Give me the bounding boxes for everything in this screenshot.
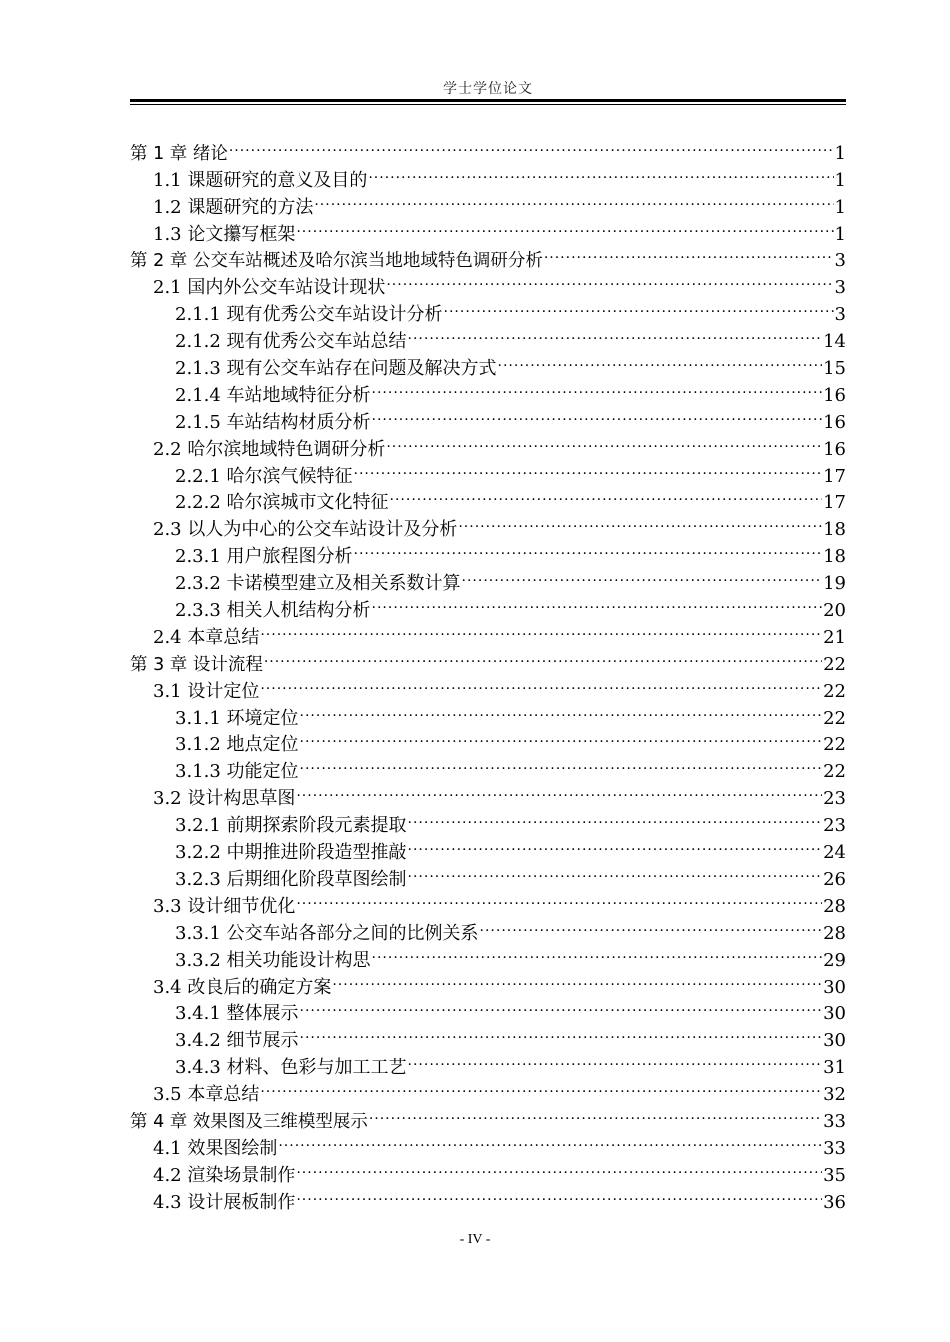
toc-entry-label: 3.4.1 整体展示 [175, 1003, 299, 1025]
toc-entry-page: 30 [823, 1030, 846, 1052]
table-of-contents [130, 132, 846, 1213]
toc-dot-leader [408, 858, 823, 885]
page-number: - IV - [459, 1232, 491, 1247]
toc-entry-page: 33 [823, 1137, 846, 1159]
toc-entry-label: 4.3 设计展板制作 [153, 1191, 296, 1213]
toc-entry-label: 第 2 章 公交车站概述及哈尔滨当地地域特色调研分析 [130, 251, 543, 272]
toc-dot-leader [386, 428, 822, 455]
toc-entry-page: 1 [834, 196, 846, 218]
toc-entry-label: 2.1.5 车站结构材质分析 [175, 411, 371, 433]
toc-entry-label: 2.3.3 相关人机结构分析 [175, 600, 371, 622]
toc-dot-leader [296, 1181, 822, 1208]
toc-entry-label: 2.3.2 卡诺模型建立及相关系数计算 [175, 573, 461, 595]
toc-dot-leader [296, 777, 822, 804]
toc-entry-page: 26 [823, 868, 846, 890]
header-rule-thick [130, 99, 846, 102]
toc-dot-leader [296, 213, 833, 240]
toc-entry-page: 30 [823, 1003, 846, 1025]
toc-entry-page: 15 [823, 358, 846, 380]
toc-dot-leader [462, 562, 823, 589]
toc-dot-leader [408, 1046, 823, 1073]
toc-entry-label: 3.4.2 细节展示 [175, 1030, 299, 1052]
toc-dot-leader [278, 1127, 822, 1154]
toc-entry-page: 3 [834, 277, 846, 299]
toc-entry-label: 2.2 哈尔滨地域特色调研分析 [153, 438, 386, 460]
toc-entry-page: 21 [823, 626, 846, 648]
toc-entry-page: 1 [834, 142, 846, 164]
toc-entry-label: 3.4 改良后的确定方案 [153, 976, 332, 998]
toc-dot-leader [372, 401, 823, 428]
toc-entry[interactable] [130, 132, 846, 164]
toc-entry-label: 第 1 章 绪论 [130, 143, 228, 164]
toc-entry-label: 2.1.3 现有公交车站存在问题及解决方式 [175, 358, 497, 380]
toc-dot-leader [354, 455, 823, 482]
toc-entry-label: 3.4.3 材料、色彩与加工工艺 [175, 1057, 407, 1079]
toc-entry-page: 19 [823, 573, 846, 595]
toc-entry-label: 3.2 设计构思草图 [153, 788, 296, 810]
toc-entry-page: 24 [823, 842, 846, 864]
toc-dot-leader [300, 697, 823, 724]
toc-dot-leader [300, 1019, 823, 1046]
toc-entry-label: 2.2.1 哈尔滨气候特征 [175, 465, 353, 487]
toc-entry-page: 18 [823, 546, 846, 568]
toc-entry-page: 36 [823, 1191, 846, 1213]
toc-dot-leader [260, 616, 822, 643]
header-rule-thin [130, 104, 846, 105]
toc-dot-leader [332, 966, 822, 993]
toc-entry-label: 3.2.3 后期细化阶段草图绘制 [175, 868, 407, 890]
toc-entry-label: 1.1 课题研究的意义及目的 [153, 169, 368, 191]
toc-entry-label: 第 4 章 效果图及三维模型展示 [130, 1111, 368, 1132]
toc-dot-leader [368, 159, 833, 186]
toc-dot-leader [544, 240, 834, 267]
toc-entry-label: 3.3.2 相关功能设计构思 [175, 949, 371, 971]
toc-entry-page: 22 [823, 680, 846, 702]
toc-entry[interactable] [130, 159, 846, 191]
toc-entry-label: 第 3 章 设计流程 [130, 654, 263, 675]
toc-entry-page: 18 [823, 519, 846, 541]
toc-entry-page: 20 [823, 600, 846, 622]
toc-entry-page: 22 [823, 707, 846, 729]
toc-dot-leader [498, 347, 823, 374]
toc-entry-page: 14 [823, 331, 846, 353]
toc-entry-page: 33 [823, 1110, 846, 1132]
toc-entry-page: 22 [823, 734, 846, 756]
toc-entry-page: 28 [823, 922, 846, 944]
toc-dot-leader [372, 939, 823, 966]
toc-entry-label: 3.1 设计定位 [153, 680, 260, 702]
toc-dot-leader [264, 643, 822, 670]
toc-entry-page: 22 [823, 653, 846, 675]
toc-entry-label: 3.5 本章总结 [153, 1084, 260, 1106]
toc-entry-label: 2.1.4 车站地域特征分析 [175, 384, 371, 406]
toc-entry-label: 2.2.2 哈尔滨城市文化特征 [175, 492, 389, 514]
toc-entry-page: 3 [834, 250, 846, 272]
toc-dot-leader [300, 724, 823, 751]
toc-entry-label: 4.2 渲染场景制作 [153, 1164, 296, 1186]
toc-dot-leader [372, 374, 823, 401]
toc-entry-page: 16 [823, 384, 846, 406]
toc-dot-leader [296, 885, 822, 912]
toc-entry-label: 3.2.2 中期推进阶段造型推敲 [175, 842, 407, 864]
toc-entry-page: 17 [823, 492, 846, 514]
toc-entry-page: 1 [834, 169, 846, 191]
toc-entry-page: 17 [823, 465, 846, 487]
toc-dot-leader [386, 266, 833, 293]
toc-dot-leader [354, 535, 823, 562]
toc-entry-page: 35 [823, 1164, 846, 1186]
toc-entry-label: 3.1.2 地点定位 [175, 734, 299, 756]
toc-entry-page: 29 [823, 949, 846, 971]
toc-entry-label: 4.1 效果图绘制 [153, 1137, 278, 1159]
toc-dot-leader [260, 1073, 822, 1100]
toc-dot-leader [390, 482, 823, 509]
toc-dot-leader [408, 804, 823, 831]
toc-entry-page: 16 [823, 438, 846, 460]
toc-dot-leader [408, 831, 823, 858]
toc-dot-leader [314, 186, 833, 213]
toc-dot-leader [458, 508, 822, 535]
toc-entry-page: 23 [823, 815, 846, 837]
toc-entry-label: 2.1 国内外公交车站设计现状 [153, 277, 386, 299]
toc-entry-label: 2.3.1 用户旅程图分析 [175, 546, 353, 568]
toc-dot-leader [300, 993, 823, 1020]
toc-dot-leader [480, 912, 823, 939]
toc-entry-label: 3.3.1 公交车站各部分之间的比例关系 [175, 922, 479, 944]
toc-entry-label: 1.3 论文攥写框架 [153, 223, 296, 245]
toc-entry-page: 31 [823, 1057, 846, 1079]
toc-entry-label: 3.1.3 功能定位 [175, 761, 299, 783]
toc-entry-label: 2.3 以人为中心的公交车站设计及分析 [153, 519, 458, 541]
toc-entry-page: 3 [834, 304, 846, 326]
toc-dot-leader [300, 750, 823, 777]
page-header-title: 学士学位论文 [443, 81, 533, 97]
toc-dot-leader [444, 293, 834, 320]
toc-entry-page: 1 [834, 223, 846, 245]
toc-dot-leader [369, 1100, 822, 1127]
toc-entry-label: 3.2.1 前期探索阶段元素提取 [175, 815, 407, 837]
toc-entry-label: 2.1.2 现有优秀公交车站总结 [175, 331, 407, 353]
toc-dot-leader [260, 670, 822, 697]
toc-dot-leader [408, 320, 823, 347]
toc-entry-page: 30 [823, 976, 846, 998]
toc-entry-page: 16 [823, 411, 846, 433]
toc-entry-label: 3.3 设计细节优化 [153, 895, 296, 917]
toc-dot-leader [229, 132, 834, 159]
toc-entry-page: 22 [823, 761, 846, 783]
toc-entry-page: 28 [823, 895, 846, 917]
toc-entry-label: 2.4 本章总结 [153, 626, 260, 648]
toc-entry-page: 32 [823, 1084, 846, 1106]
toc-entry-label: 2.1.1 现有优秀公交车站设计分析 [175, 304, 443, 326]
toc-dot-leader [296, 1154, 822, 1181]
toc-entry-page: 23 [823, 788, 846, 810]
toc-entry-label: 1.2 课题研究的方法 [153, 196, 314, 218]
toc-dot-leader [372, 589, 823, 616]
toc-entry-label: 3.1.1 环境定位 [175, 707, 299, 729]
